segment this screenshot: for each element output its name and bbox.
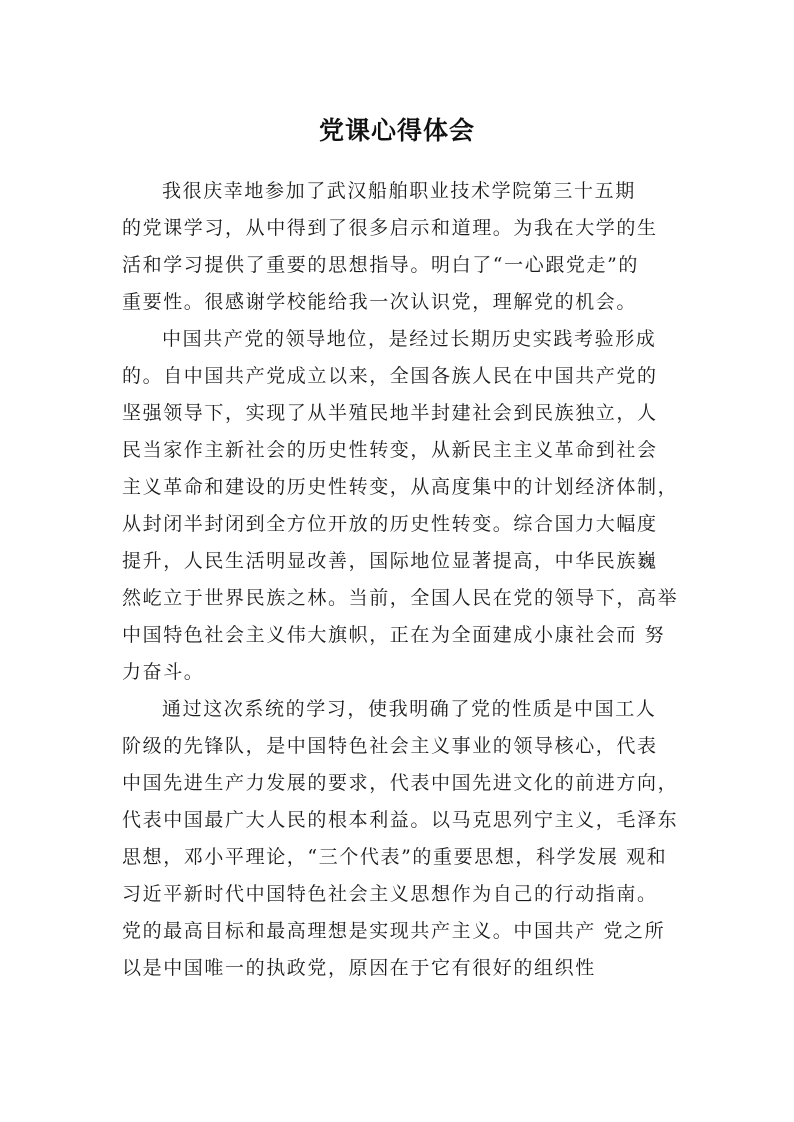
paragraph-2-line-4: 民当家作主新社会的历史性转变，从新民主主义革命到社会 xyxy=(122,439,658,461)
paragraph-2-line-9: 中国特色社会主义伟大旗帜，正在为全面建成小康社会而 努 xyxy=(122,624,666,646)
paragraph-3-line-2: 阶级的先锋队，是中国特色社会主义事业的领导核心，代表 xyxy=(122,735,658,757)
paragraph-2-line-1: 中国共产党的领导地位，是经过长期历史实践考验形成 xyxy=(162,328,657,350)
paragraph-3-line-6: 习近平新时代中国特色社会主义思想作为自己的行动指南。 xyxy=(122,883,658,905)
paragraph-2-line-6: 从封闭半封闭到全方位开放的历史性转变。综合国力大幅度 xyxy=(122,513,658,535)
document-body xyxy=(122,173,682,987)
paragraph-3-line-4: 代表中国最广大人民的根本利益。以马克思列宁主义，毛泽东 xyxy=(122,809,679,831)
paragraph-2-line-10: 力奋斗。 xyxy=(122,661,205,683)
document-title: 党课心得体会 xyxy=(318,116,475,145)
paragraph-2-line-5: 主义革命和建设的历史性转变，从高度集中的计划经济体制， xyxy=(122,476,679,498)
paragraph-2-line-7: 提升，人民生活明显改善，国际地位显著提高，中华民族巍 xyxy=(122,550,658,572)
paragraph-1-line-3: 活和学习提供了重要的思想指导。明白了“一心跟党走”的 xyxy=(122,254,640,276)
paragraph-3-line-7: 党的最高目标和最高理想是实现共产主义。中国共产 党之所 xyxy=(122,920,666,942)
paragraph-3-line-8: 以是中国唯一的执政党，原因在于它有很好的组织性 xyxy=(122,957,596,979)
paragraph-1-line-4: 重要性。很感谢学校能给我一次认识党，理解党的机会。 xyxy=(122,291,638,313)
paragraph-1-line-1: 我很庆幸地参加了武汉船舶职业技术学院第三十五期 xyxy=(162,180,636,202)
paragraph-3-line-5: 思想，邓小平理论，“三个代表”的重要思想，科学发展 观和 xyxy=(122,846,668,868)
paragraph-2-line-8: 然屹立于世界民族之林。当前，全国人民在党的领导下，高举 xyxy=(122,587,679,609)
paragraph-2-line-2: 的。自中国共产党成立以来，全国各族人民在中国共产党的 xyxy=(122,365,658,387)
paragraph-3-line-3: 中国先进生产力发展的要求，代表中国先进文化的前进方向， xyxy=(122,772,679,794)
paragraph-3-line-1: 通过这次系统的学习，使我明确了党的性质是中国工人 xyxy=(162,698,657,720)
paragraph-2-line-3: 坚强领导下，实现了从半殖民地半封建社会到民族独立，人 xyxy=(122,402,658,424)
paragraph-1-line-2: 的党课学习，从中得到了很多启示和道理。为我在大学的生 xyxy=(122,217,658,239)
